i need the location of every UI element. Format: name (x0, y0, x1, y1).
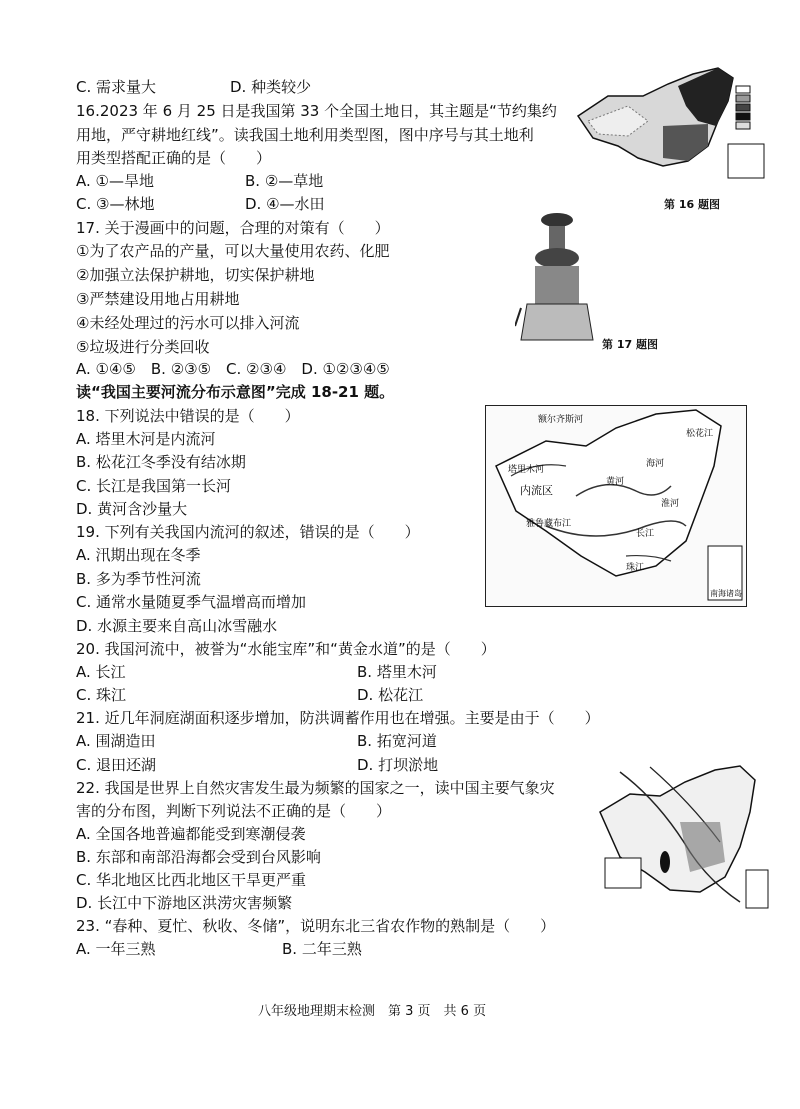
text-line: A. 汛期出现在冬季 (76, 546, 201, 564)
text-line: A. ①—旱地 (76, 172, 154, 190)
text-line: D. 打坝淤地 (357, 756, 439, 774)
text-line: 用类型搭配正确的是（ ） (76, 149, 272, 167)
text-line: D. 种类较少 (230, 78, 312, 96)
text-line: D. 长江中下游地区洪涝灾害频繁 (76, 894, 293, 912)
text-line: B. 东部和南部沿海都会受到台风影响 (76, 848, 321, 866)
cartoon-svg (515, 208, 599, 348)
text-line: C. 通常水量随夏季气温增高而增加 (76, 593, 307, 611)
text-line: C. 珠江 (76, 686, 127, 704)
text-line: 22. 我国是世界上自然灾害发生最为频繁的国家之一，读中国主要气象灾 (76, 779, 555, 797)
label-huanghe: 黄河 (606, 477, 625, 487)
text-line: 用地，严守耕地红线”。读我国土地利用类型图，图中序号与其土地利 (76, 126, 534, 144)
text-line: A. 围湖造田 (76, 732, 156, 750)
disaster-map (590, 762, 770, 912)
text-line: B. 多为季节性河流 (76, 570, 201, 588)
label-haihe: 海河 (646, 459, 665, 469)
text-line: A. 塔里木河是内流河 (76, 430, 216, 448)
label-huaihe: 淮河 (661, 499, 680, 509)
text-line: B. 拓宽河道 (357, 732, 437, 750)
text-line: A. 长江 (76, 663, 126, 681)
text-line: 害的分布图，判断下列说法不正确的是（ ） (76, 802, 392, 820)
text-line: C. 长江是我国第一长河 (76, 477, 232, 495)
text-line: D. 黄河含沙量大 (76, 500, 188, 518)
text-line: 20. 我国河流中，被誉为“水能宝库”和“黄金水道”的是（ ） (76, 640, 496, 658)
text-line: ①为了农产品的产量，可以大量使用农药、化肥 (76, 242, 390, 260)
rivers-map-svg (486, 406, 746, 606)
figure-17-caption: 第 17 题图 (602, 338, 658, 351)
figure-16-caption: 第 16 题图 (664, 198, 720, 211)
text-line: C. 退田还湖 (76, 756, 157, 774)
text-line: 23. “春种、夏忙、秋收、冬储”，说明东北三省农作物的熟制是（ ） (76, 917, 556, 935)
label-changjiang: 长江 (636, 529, 655, 539)
text-line: 18. 下列说法中错误的是（ ） (76, 407, 300, 425)
label-nanhai: 南海诸岛 (710, 589, 742, 598)
text-line: C. 需求量大 (76, 78, 157, 96)
text-line: C. 华北地区比西北地区干旱更严重 (76, 871, 307, 889)
land-use-map-svg (568, 66, 768, 186)
cartoon-figure (515, 208, 599, 348)
text-line: D. 松花江 (357, 686, 424, 704)
rivers-map (485, 405, 747, 607)
text-line: D. ④—水田 (245, 195, 325, 213)
disaster-map-svg (590, 762, 770, 912)
text-line: 17. 关于漫画中的问题，合理的对策有（ ） (76, 219, 390, 237)
land-use-map (568, 66, 768, 186)
text-line: A. 一年三熟 (76, 940, 156, 958)
text-line: 16.2023 年 6 月 25 日是我国第 33 个全国土地日，其主题是“节约集约 (76, 102, 557, 120)
label-yarlung: 雅鲁藏布江 (526, 519, 572, 529)
text-line: 19. 下列有关我国内流河的叙述，错误的是（ ） (76, 523, 420, 541)
label-erqis: 额尔齐斯河 (538, 415, 584, 425)
label-tarim: 塔里木河 (508, 465, 545, 475)
text-line: ②加强立法保护耕地，切实保护耕地 (76, 266, 315, 284)
label-songhua: 松花江 (686, 429, 714, 439)
text-line: B. 二年三熟 (282, 940, 362, 958)
text-line: 21. 近几年洞庭湖面积逐步增加，防洪调蓄作用也在增强。主要是由于（ ） (76, 709, 600, 727)
label-zhujiang: 珠江 (626, 563, 645, 573)
text-line: A. 全国各地普遍都能受到寒潮侵袭 (76, 825, 306, 843)
text-line: 读“我国主要河流分布示意图”完成 18-21 题。 (76, 383, 395, 401)
text-line: D. 水源主要来自高山冰雪融水 (76, 617, 278, 635)
text-line: ⑤垃圾进行分类回收 (76, 338, 210, 356)
text-line: ④未经处理过的污水可以排入河流 (76, 314, 300, 332)
label-neiliu: 内流区 (520, 484, 553, 497)
text-line: A. ①④⑤ B. ②③⑤ C. ②③④ D. ①②③④⑤ (76, 360, 390, 378)
text-line: ③严禁建设用地占用耕地 (76, 290, 240, 308)
text-line: B. 松花江冬季没有结冰期 (76, 453, 246, 471)
text-line: C. ③—林地 (76, 195, 155, 213)
text-line: B. ②—草地 (245, 172, 324, 190)
page-footer: 八年级地理期末检测 第 3 页 共 6 页 (258, 1004, 487, 1019)
text-line: B. 塔里木河 (357, 663, 437, 681)
